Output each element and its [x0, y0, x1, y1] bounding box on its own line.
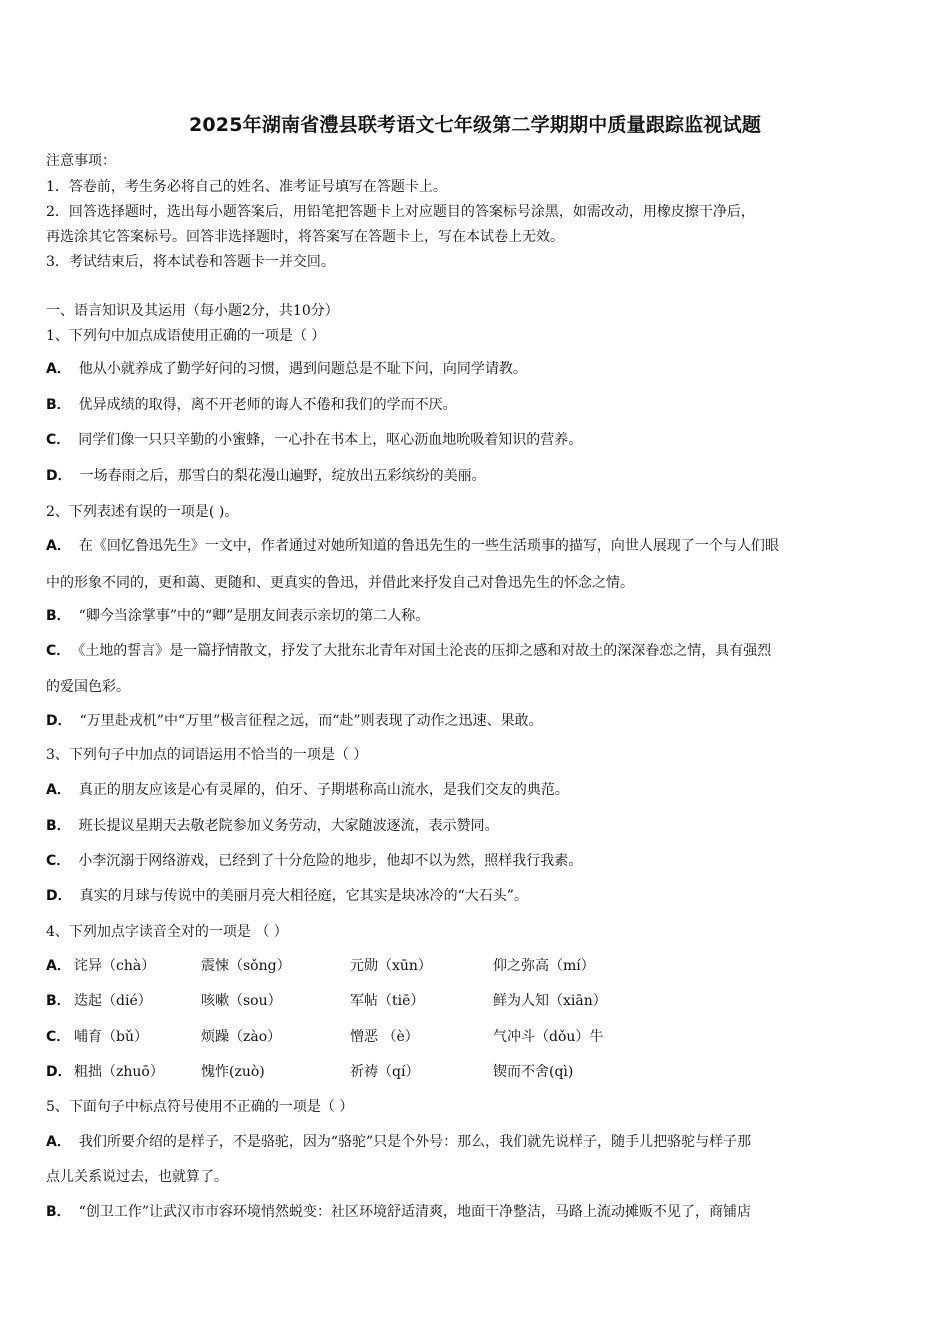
- option-label: C．: [46, 1029, 71, 1045]
- option-text: 《土地的誓言》是一篇抒情散文，抒发了大批东北青年对国土沦丧的压抑之感和对故土的深深眷恋之情，具有强烈: [78, 643, 772, 659]
- option-text: 在《回忆鲁迅先生》一文中，作者通过对她所知道的鲁迅先生的一些生活琐事的描写，向世人展现了一个与人们眼: [78, 538, 779, 554]
- question-5-option-a-continued: 点儿关系说过去，也就算了。: [46, 1169, 228, 1185]
- question-1-option-c: [46, 431, 582, 449]
- notice-heading: 注意事项：: [46, 153, 116, 169]
- pinyin-item: 气冲斗（dǒu）牛: [493, 1029, 604, 1045]
- question-5-option-b: [46, 1203, 751, 1221]
- option-label: B．: [46, 397, 71, 413]
- question-2-option-d: [46, 712, 543, 730]
- pinyin-item: 诧异（chà）: [74, 958, 156, 974]
- question-2-option-a-continued: 中的形象不同的，更和蔼、更随和、更真实的鲁迅，并借此来抒发自己对鲁迅先生的怀念之情。: [46, 575, 634, 591]
- notice-item: 3．考试结束后，将本试卷和答题卡一并交回。: [46, 254, 335, 270]
- pinyin-item: 迭起（dié）: [74, 993, 152, 1009]
- option-text: 真正的朋友应该是心有灵犀的，伯牙、子期堪称高山流水，是我们交友的典范。: [78, 782, 569, 798]
- pinyin-item: 仰之弥高（mí）: [493, 958, 595, 974]
- option-text: 他从小就养成了勤学好问的习惯，遇到问题总是不耻下问，向同学请教。: [78, 361, 527, 377]
- question-2-option-c: [46, 642, 771, 660]
- question-2-stem: 2、下列表述有误的一项是( )。: [46, 504, 239, 520]
- pinyin-item: 粗拙（zhuō）: [74, 1064, 164, 1080]
- question-4-stem: 4、下列加点字读音全对的一项是 （ ）: [46, 924, 288, 940]
- notice-item: 1．答卷前，考生务必将自己的姓名、准考证号填写在答题卡上。: [46, 179, 447, 195]
- question-1-option-b: [46, 396, 457, 414]
- notice-item: 2．回答选择题时，选出每小题答案后，用铅笔把答题卡上对应题目的答案标号涂黑，如需改动，用橡皮擦干净后，: [46, 204, 755, 220]
- option-label: A．: [46, 782, 71, 798]
- pinyin-item: 祈祷（qí）: [350, 1064, 420, 1080]
- option-text: “万里赴戎机”中“万里”极言征程之远，而“赴”则表现了动作之迅速、果敢。: [79, 713, 543, 729]
- pinyin-item: 震悚（sǒng）: [201, 958, 291, 974]
- option-text: “创卫工作”让武汉市市容环境悄然蜕变：社区环境舒适清爽，地面干净整洁，马路上流动摊贩不见了，商铺店: [78, 1204, 751, 1220]
- question-2-option-c-continued: 的爱国色彩。: [46, 679, 130, 695]
- question-5-option-a: [46, 1133, 751, 1151]
- pinyin-item: 烦躁（zào）: [201, 1029, 282, 1045]
- question-3-option-a: [46, 781, 569, 799]
- pinyin-item: 元勋（xūn）: [350, 958, 432, 974]
- option-text: 我们所要介绍的是样子，不是骆驼，因为“骆驼”只是个外号：那么，我们就先说样子，随手儿把骆驼与样子那: [78, 1134, 752, 1150]
- option-label: D．: [46, 888, 72, 904]
- question-3-option-d: [46, 887, 528, 905]
- option-text: 优异成绩的取得，离不开老师的诲人不倦和我们的学而不厌。: [78, 397, 457, 413]
- question-3-stem: 3、下列句子中加点的词语运用不恰当的一项是（ ）: [46, 747, 368, 763]
- question-3-option-b: [46, 817, 499, 835]
- option-label: B．: [46, 1204, 71, 1220]
- option-label: B．: [46, 818, 71, 834]
- question-3-option-c: [46, 852, 582, 870]
- option-label: A．: [46, 361, 71, 377]
- option-label: A．: [46, 538, 71, 554]
- page-title: 2025年湖南省澧县联考语文七年级第二学期期中质量跟踪监视试题: [188, 114, 762, 136]
- question-5-stem: 5、下面句子中标点符号使用不正确的一项是（ ）: [46, 1099, 354, 1115]
- pinyin-item: 咳嗽（sou）: [201, 993, 282, 1009]
- option-label: A．: [46, 958, 71, 974]
- question-2-option-b: [46, 607, 429, 625]
- option-label: A．: [46, 1134, 71, 1150]
- pinyin-item: 哺育（bǔ）: [74, 1029, 148, 1045]
- option-label: D．: [46, 468, 72, 484]
- option-label: C．: [46, 853, 71, 869]
- option-text: 同学们像一只只辛勤的小蜜蜂，一心扑在书本上，呕心沥血地吮吸着知识的营养。: [78, 432, 583, 448]
- pinyin-item: 愧怍(zuò): [201, 1064, 265, 1080]
- question-1-option-d: [46, 467, 486, 485]
- question-2-option-a: [46, 537, 779, 555]
- option-label: B．: [46, 993, 71, 1009]
- pinyin-item: 锲而不舍(qì): [493, 1064, 574, 1080]
- option-text: 班长提议星期天去敬老院参加义务劳动，大家随波逐流，表示赞同。: [78, 818, 499, 834]
- option-label: D．: [46, 713, 72, 729]
- notice-item: 再选涂其它答案标号。回答非选择题时，将答案写在答题卡上，写在本试卷上无效。: [46, 229, 564, 245]
- pinyin-item: 鲜为人知（xiān）: [493, 993, 607, 1009]
- option-text: “卿今当涂掌事”中的“卿”是朋友间表示亲切的第二人称。: [78, 608, 430, 624]
- option-text: 一场春雨之后，那雪白的梨花漫山遍野，绽放出五彩缤纷的美丽。: [79, 468, 486, 484]
- option-label: D．: [46, 1064, 72, 1080]
- question-1-option-a: [46, 360, 527, 378]
- pinyin-item: 憎恶 （è）: [350, 1029, 419, 1045]
- question-1-stem: 1、下列句中加点成语使用正确的一项是（ ）: [46, 328, 326, 344]
- pinyin-item: 军帖（tiē）: [350, 993, 425, 1009]
- option-text: 小李沉溺于网络游戏，已经到了十分危险的地步，他却不以为然，照样我行我素。: [78, 853, 583, 869]
- option-label: C．: [46, 432, 71, 448]
- section-heading: 一、语言知识及其运用（每小题2分，共10分）: [46, 303, 339, 319]
- option-label: C．: [46, 643, 71, 659]
- option-text: 真实的月球与传说中的美丽月亮大相径庭，它其实是块冰冷的“大石头”。: [79, 888, 528, 904]
- option-label: B．: [46, 608, 71, 624]
